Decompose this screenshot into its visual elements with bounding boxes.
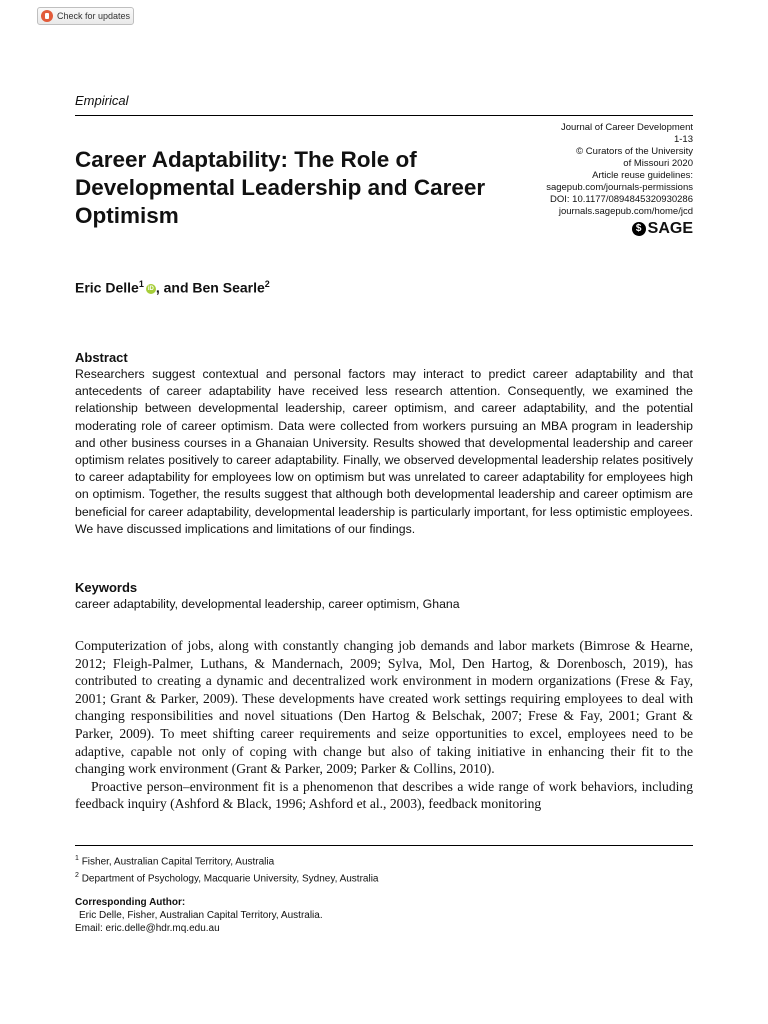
permissions-link[interactable]: sagepub.com/journals-permissions	[546, 182, 693, 193]
affiliation-1: $^1$ Fisher, Australian Capital Territory, Australia	[75, 855, 275, 868]
author-name: Eric Delle	[75, 279, 139, 296]
publisher-logo	[493, 220, 693, 238]
body-paragraph: Proactive person–environment fit is a phenomenon that describes a wide range of work behaviors, including feedback inquiry (Ashford & Black, 1996; Ashford et al., 2003), feedback monitoring	[75, 778, 693, 812]
body-paragraph: Computerization of jobs, along with constantly changing job demands and labor markets (Bimrose & Hearne, 2012; Fleigh-Palmer, Luthans, & Mandernach, 2009; Sylva, Mol, Den Hartog, & Dorenbosch, 2019), has contributed to creating a dynamic and decentralized work environment in modern organizations (Frese & Fay, 2001; Grant & Parker, 2009). These developments have created work settings requiring employees to deal with changing responsibilities and novel situations (Den Hartog & Belschak, 2007; Frese & Fay, 2001; Grant & Parker, 2009). To meet shifting career requirements and seize opportunities to excel, employees need to be adaptive, capable not only of coping with change but also of taking initiative in enhancing their fit to the changing work environment (Grant & Parker, 2009; Parker & Collins, 2010).	[75, 638, 693, 777]
journal-name: Journal of Career Development	[560, 122, 693, 133]
affiliation-2: $^2$ Department of Psychology, Macquarie University, Sydney, Australia	[75, 872, 379, 885]
affiliation-marker: 2	[264, 279, 270, 289]
corresponding-author-label: Corresponding Author:	[75, 897, 186, 908]
abstract-text: Researchers suggest contextual and personal factors may interact to predict career adaptability and that antecedents of career adaptability have received less research attention. Consequently, we examined the relationship between developmental leadership, career optimism, and career adaptability, and the potential moderating role of career optimism. Data were collected from workers pursuing an MBA program in leadership and other business courses in a Ghanaian University. Results showed that developmental leadership and career optimism relates positively to career adaptability. Finally, we observed developmental leadership relates positively to career adaptability for employees low on optimism but was unrelated to career adaptability for employees high on optimism. Together, the results suggest that although both developmental leadership and career optimism are beneficial for career adaptability, developmental leadership is particularly important, for less optimistic employees. We have discussed implications and limitations of our findings.	[75, 367, 693, 536]
abstract-heading: Abstract	[75, 350, 128, 365]
crossmark-icon	[41, 10, 53, 22]
copyright-line: © Curators of the University	[576, 146, 693, 157]
header-rule	[75, 115, 693, 116]
page-range: 1-13	[673, 134, 693, 145]
sage-logo-icon: $	[632, 222, 646, 236]
check-for-updates-button[interactable]	[37, 7, 134, 25]
journal-homepage-link[interactable]: journals.sagepub.com/home/jcd	[558, 206, 693, 217]
corresponding-author-email[interactable]: Email: eric.delle@hdr.mq.edu.au	[75, 923, 220, 934]
keywords-heading: Keywords	[75, 580, 138, 595]
journal-metadata	[493, 122, 693, 238]
article-title: Career Adaptability: The Role of Developmental Leadership and Career Optimism	[75, 147, 486, 228]
affiliations	[75, 852, 378, 887]
orcid-icon[interactable]: iD	[147, 285, 154, 292]
author-name: Ben Searle	[192, 279, 265, 296]
reuse-label: Article reuse guidelines:	[592, 170, 693, 181]
doi[interactable]: DOI: 10.1177/0894845320930286	[550, 194, 693, 205]
keywords-text: career adaptability, developmental leadership, career optimism, Ghana	[75, 597, 460, 611]
article-body	[75, 637, 693, 813]
corresponding-author	[75, 896, 323, 935]
author-separator: , and	[155, 279, 193, 296]
footnote-rule	[75, 845, 693, 846]
publisher-name: SAGE	[647, 220, 693, 237]
copyright-year: of Missouri 2020	[623, 158, 693, 169]
affiliation-marker: 1	[138, 279, 144, 289]
corresponding-author-address: Eric Delle, Fisher, Australian Capital Territory, Australia.	[79, 910, 323, 921]
author-list	[75, 279, 270, 296]
check-for-updates-label: Check for updates	[57, 11, 131, 21]
article-type-label: Empirical	[75, 93, 129, 108]
